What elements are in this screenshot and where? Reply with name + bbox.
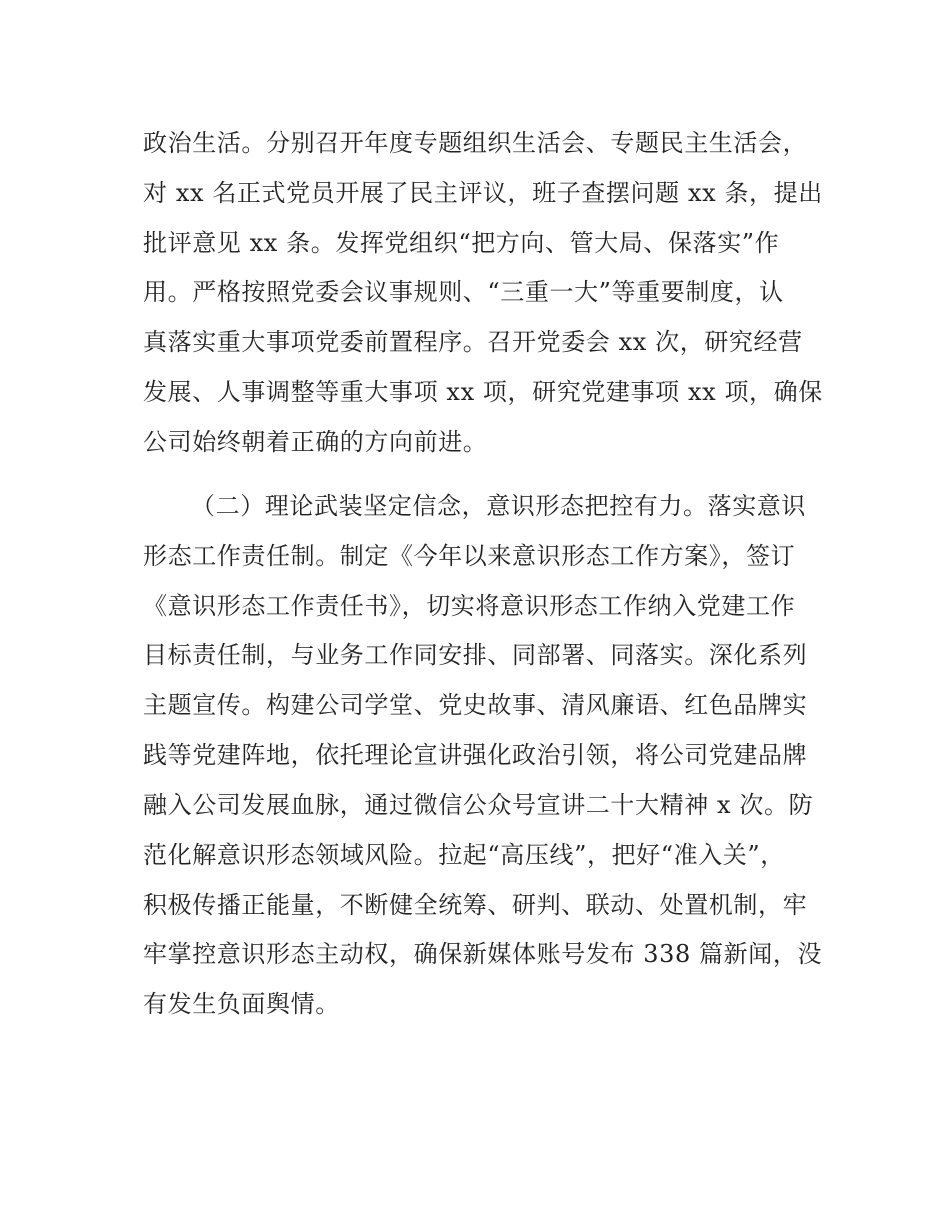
text-line: 形态工作责任制。制定《今年以来意识形态工作方案》，签订 xyxy=(143,542,796,570)
text-line: 融入公司发展血脉，通过微信公众号宣讲二十大精神 x 次。防 xyxy=(143,791,814,819)
text-line: 《意识形态工作责任书》，切实将意识形态工作纳入党建工作 xyxy=(143,592,796,620)
text-line: （二）理论武装坚定信念，意识形态把控有力。落实意识 xyxy=(191,492,806,520)
text-line: 真落实重大事项党委前置程序。召开党委会 xx 次，研究经营 xyxy=(143,328,803,356)
text-line: 积极传播正能量，不断健全统筹、研判、联动、处置机制，牢 xyxy=(143,891,808,919)
text-line: 发展、人事调整等重大事项 xx 项，研究党建事项 xx 项，确保 xyxy=(143,378,823,406)
text-line: 对 xx 名正式党员开展了民主评议，班子查摆问题 xx 条，提出 xyxy=(143,179,823,207)
text-line: 批评意见 xx 条。发挥党组织“把方向、管大局、保落实”作 xyxy=(143,229,780,257)
text-line: 牢掌控意识形态主动权，确保新媒体账号发布 338 篇新闻，没 xyxy=(143,940,823,968)
text-line: 有发生负面舆情。 xyxy=(143,990,340,1018)
text-line: 用。严格按照党委会议事规则、“三重一大”等重要制度，认 xyxy=(143,278,784,306)
text-line: 践等党建阵地，依托理论宣讲强化政治引领，将公司党建品牌 xyxy=(143,741,808,769)
text-line: 主题宣传。构建公司学堂、党史故事、清风廉语、红色品牌实 xyxy=(143,691,808,719)
text-line: 范化解意识形态领域风险。拉起“高压线”，把好“准入关”， xyxy=(143,841,785,869)
text-line: 公司始终朝着正确的方向前进。 xyxy=(143,428,488,456)
text-line: 目标责任制，与业务工作同安排、同部署、同落实。深化系列 xyxy=(143,641,808,669)
text-line: 政治生活。分别召开年度专题组织生活会、专题民主生活会， xyxy=(143,129,808,157)
